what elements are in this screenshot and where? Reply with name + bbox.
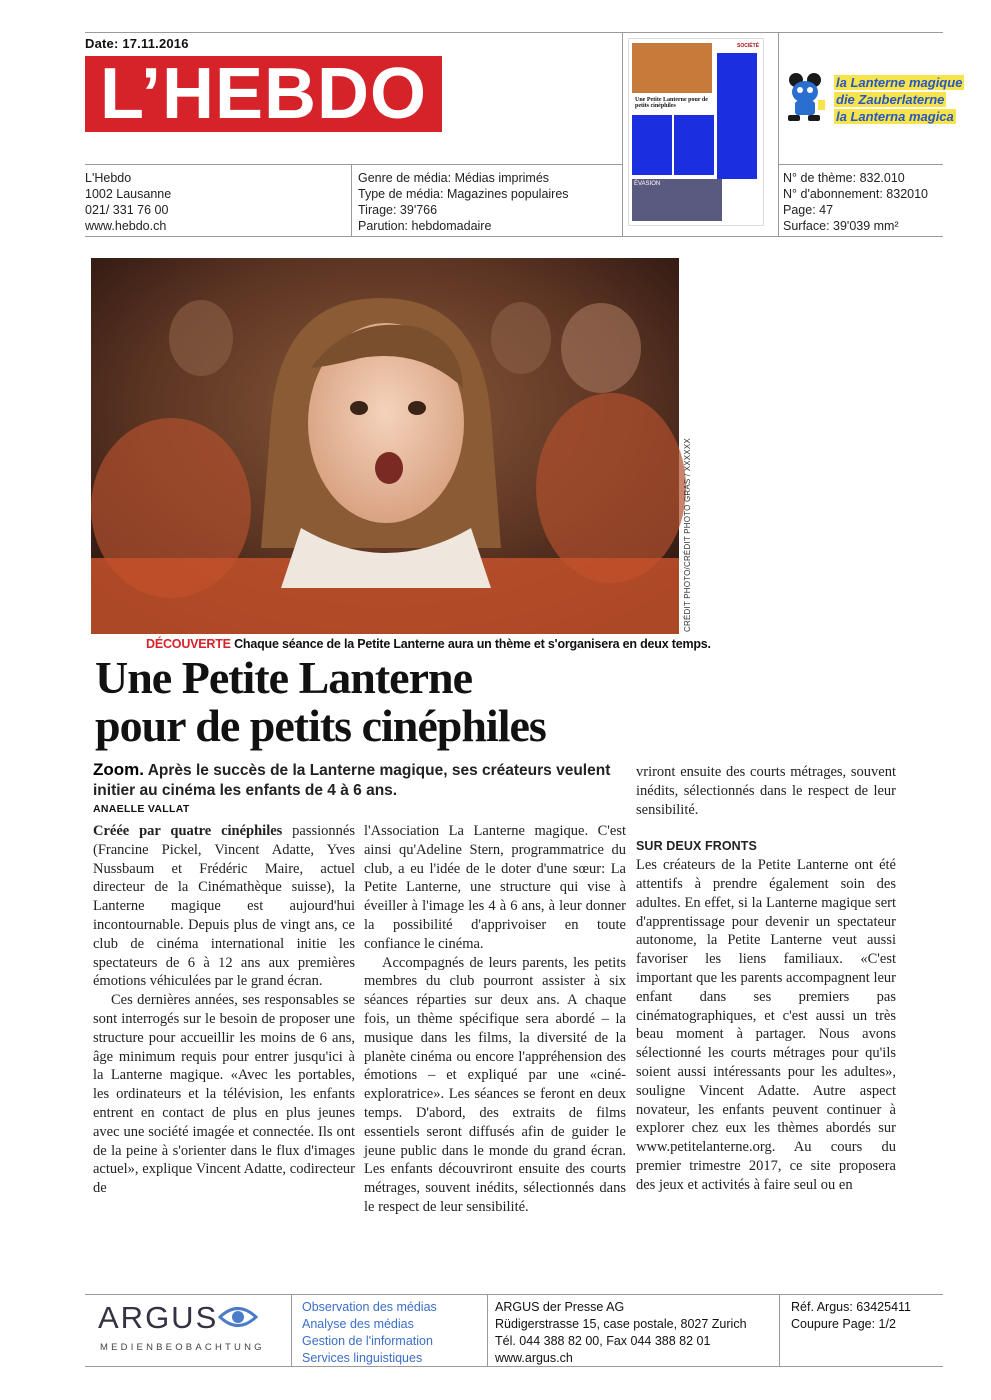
company-phone: Tél. 044 388 82 00, Fax 044 388 82 01 [495, 1334, 711, 1348]
thumbnail-section: SOCIÉTÉ [737, 43, 759, 49]
photo-caption [146, 637, 711, 651]
lanterne-line1: la Lanterne magique [836, 75, 963, 90]
col1-lead-in: Créée par quatre cinéphiles [93, 823, 283, 839]
company-web[interactable]: www.argus.ch [495, 1351, 573, 1365]
document-date: Date: 17.11.2016 [85, 36, 189, 51]
argus-reference: Réf. Argus: 63425411 [791, 1300, 911, 1314]
thumbnail-photo [632, 43, 712, 93]
article-column-3 [636, 763, 896, 1193]
publisher-web[interactable]: www.hebdo.ch [85, 219, 167, 233]
caption-keyword: DÉCOUVERTE [146, 637, 231, 651]
theme-info [783, 170, 928, 234]
publisher-city: 1002 Lausanne [85, 187, 172, 201]
service-list [302, 1299, 437, 1367]
service-item[interactable]: Analyse des médias [302, 1317, 414, 1331]
col1-paragraph2: Ces dernières années, ses responsables se sont interrogés sur le besoin de proposer une structure pour accueillir les moins de 6 ans, âge minimum requis pour entrer jusqu'ici à la Lanterne magique. «Avec les portables, les ordinateurs et la télévision, les enfants entrent en contact de plus en plus jeunes avec une société imagée et connectée. Ils ont de la peine à s'orienter dans le flux d'images actuel», explique Vincent Adatte, codirecteur de [93, 992, 355, 1197]
media-type: Type de média: Magazines populaires [358, 187, 569, 201]
argus-wordmark: ARGUS [98, 1300, 219, 1335]
surface: Surface: 39'039 mm² [783, 219, 899, 233]
media-parution: Parution: hebdomadaire [358, 219, 492, 233]
company-address: Rüdigerstrasse 15, case postale, 8027 Zurich [495, 1317, 747, 1331]
col2-paragraph2: Accompagnés de leurs parents, les petits membres du club pourront assister à six séances réparties sur deux ans. A chaque fois, un thème spécifique sera abordé – la musique dans les films, la diversité de la planète cinéma ou encore l'appréhension des émotions – et expliqué par une «ciné-exploratrice». Les séances se feront en deux temps. D'abord, des extraits de films essentiels seront diffusés afin de guider le jeune public dans le monde du grand écran. Les enfants découvriront ensuite des courts métrages, souvent inédits, sélectionnés dans le respect de leur sensibilité. [364, 954, 626, 1215]
company-contact [495, 1299, 747, 1367]
lanterne-line2: die Zauberlaterne [836, 92, 945, 107]
col2-paragraph1: l'Association La Lanterne magique. C'est ainsi qu'Adeline Stern, programmatrice du club, a eu l'idée de le doter d'une sœur: La Petite Lanterne, une structure qui vise à éveiller à l'image les 4 à 6 ans, à leur donner la possibilité d'apprivoiser en toute confiance le cinéma. [364, 823, 626, 952]
article-column-1 [93, 822, 355, 1207]
lanterne-line3: la Lanterna magica [836, 109, 954, 124]
photo-credit: CRÉDIT PHOTO/CRÉDIT PHOTO GRAS / XXXXXX [683, 438, 692, 632]
col1-paragraph1: passionnés (Francine Pickel, Vincent Adatte, Yves Nussbaum et Frédéric Maire, actuel directeur de la Cinémathèque suisse), la Lanterne magique est aujourd'hui incontournable. Depuis plus de vingt ans, ce club de cinéma international initie les spectateurs de 6 à 12 ans aux premières émotions véhiculées par le grand écran. [93, 823, 356, 990]
publisher-info [85, 170, 171, 234]
headline-line2: pour de petits cinéphiles [95, 700, 546, 751]
eye-icon [218, 1304, 258, 1330]
lead-text: Après le succès de la Lanterne magique, ses créateurs veulent initier au cinéma les enfants de 4 à 6 ans. [93, 762, 611, 799]
article-photo [91, 258, 679, 634]
theme-number: N° de thème: 832.010 [783, 171, 905, 185]
argus-logo [98, 1300, 265, 1353]
service-item[interactable]: Services linguistiques [302, 1351, 423, 1365]
article-column-2 [364, 822, 626, 1215]
caption-text: Chaque séance de la Petite Lanterne aura un thème et s'organisera en deux temps. [234, 637, 711, 651]
lead [93, 760, 633, 801]
publisher-name: L'Hebdo [85, 171, 132, 185]
headline-line1: Une Petite Lanterne [95, 652, 472, 703]
reference-info [791, 1299, 911, 1333]
hebdo-logo: L’HEBDO [85, 56, 442, 132]
col3-paragraph2: Les créateurs de la Petite Lanterne ont été attentifs à prendre également soin des adultes. En effet, si la Lanterne magique sert d'apprentissage pour devenir un spectateur autonome, la Petite Lanterne veut aussi favoriser les liens familiaux. «C'est important que les parents accompagnent leur enfant dans ses premiers pas cinématographiques, et c'est aussi un très beau moment à partager. Nous avons sélectionné les courts métrages pour qu'ils soient aussi intéressants pour les adultes», souligne Vincent Adatte. Autre aspect novateur, les enfants peuvent continuer à explorer chez eux les thèmes abordés sur www.petitelanterne.org. Au cours du premier trimestre 2017, ce site proposera des jeux et activités à faire seul ou en [636, 857, 896, 1193]
company-name: ARGUS der Presse AG [495, 1300, 625, 1314]
subhead: SUR DEUX FRONTS [636, 839, 757, 854]
thumbnail-teaser: ÉVASION [632, 179, 722, 221]
subscription-number: N° d'abonnement: 832010 [783, 187, 928, 201]
headline [95, 654, 546, 750]
clipping-page: Coupure Page: 1/2 [791, 1317, 896, 1331]
page-number: Page: 47 [783, 203, 834, 217]
col3-paragraph1: vriront ensuite des courts métrages, souvent inédits, sélectionnés dans le respect de leur sensibilité. [636, 764, 896, 818]
media-genre: Genre de média: Médias imprimés [358, 171, 550, 185]
page-thumbnail[interactable] [628, 38, 764, 226]
service-item[interactable]: Observation des médias [302, 1300, 437, 1314]
publisher-phone: 021/ 331 76 00 [85, 203, 169, 217]
media-tirage: Tirage: 39'766 [358, 203, 438, 217]
thumbnail-title: Une Petite Lanterne pour de petits cinéphiles [635, 97, 708, 109]
lead-keyword: Zoom. [93, 760, 144, 779]
service-item[interactable]: Gestion de l'information [302, 1334, 433, 1348]
mascot-icon [780, 70, 826, 126]
author: ANAELLE VALLAT [93, 803, 190, 815]
media-info [358, 170, 569, 234]
argus-subtitle: MEDIENBEOBACHTUNG [100, 1342, 265, 1353]
